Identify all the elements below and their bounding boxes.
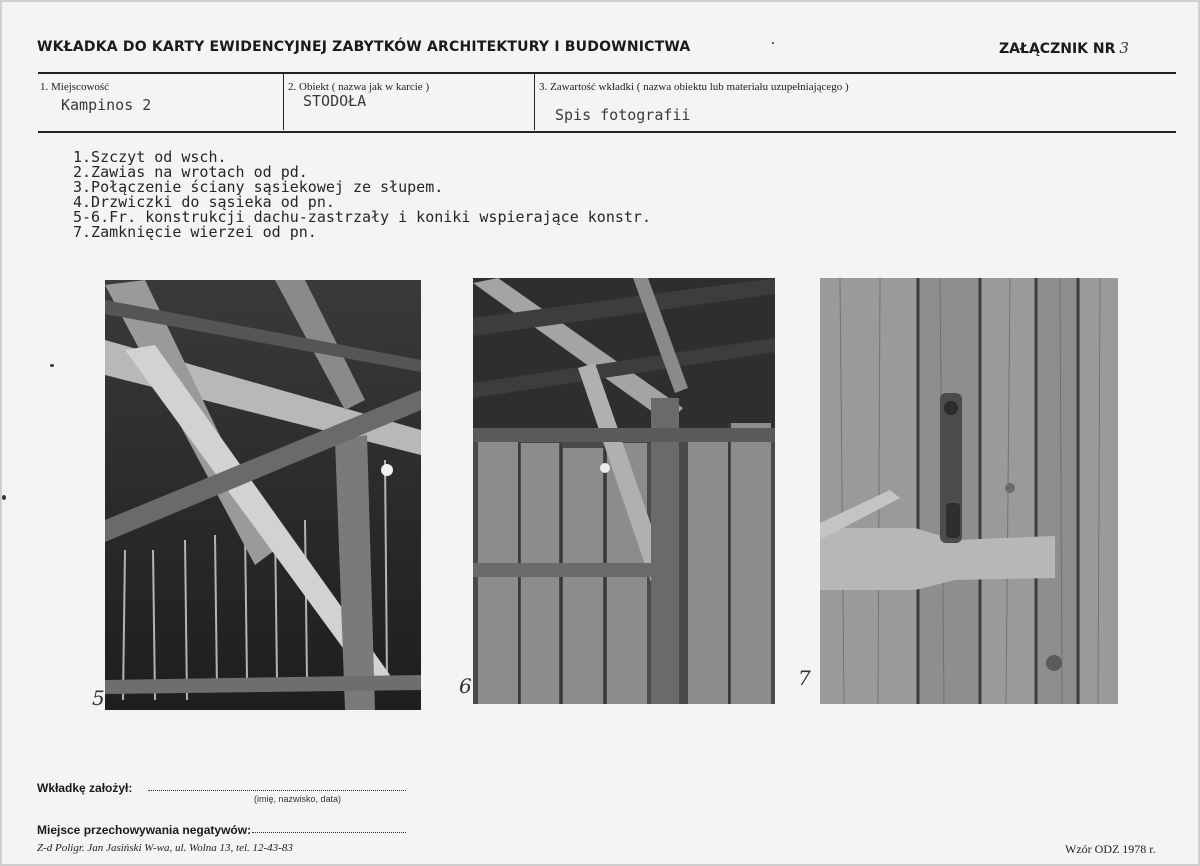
storage-line: [252, 832, 406, 833]
header-bottom-rule: [38, 131, 1176, 133]
list-item: 4.Drzwiczki do sąsieka od pn.: [73, 193, 335, 211]
object-value: STODOŁA: [303, 92, 367, 110]
photo-barn-wall: [473, 278, 775, 704]
photo-roof-truss: [105, 280, 421, 710]
locality-label: 1. Miejscowość: [40, 81, 110, 93]
list-item: 5-6.Fr. konstrukcji dachu-zastrzały i koniki wspierające konstr.: [73, 208, 651, 226]
made-by-line: [148, 790, 406, 791]
content-value: Spis fotografii: [555, 106, 691, 124]
photo-number-7: 7: [798, 666, 811, 690]
storage-label: Miejsce przechowywania negatywów:: [37, 823, 252, 837]
form-sheet: [2, 2, 1198, 864]
form-title: WKŁADKA DO KARTY EWIDENCYJNEJ ZABYTKÓW ARCHITEKTURY I BUDOWNICTWA: [37, 39, 691, 55]
annex-number: 3: [1119, 39, 1129, 57]
made-by-label: Wkładkę założył:: [37, 781, 133, 795]
locality-value: Kampinos 2: [61, 96, 152, 114]
field-divider-2: [534, 74, 535, 130]
dust-speck: [50, 364, 54, 367]
field-divider-1: [283, 74, 284, 130]
header-top-rule: [38, 72, 1176, 74]
photo-number-5: 5: [92, 686, 105, 710]
list-item: 3.Połączenie ściany sąsiekowej ze słupem.: [73, 178, 444, 196]
list-item: 1.Szczyt od wsch.: [73, 148, 227, 166]
annex-label: [999, 39, 1129, 57]
photo-gate-closure: [820, 278, 1118, 704]
dust-speck: [772, 42, 774, 44]
template-version: Wzór ODZ 1978 r.: [1065, 842, 1156, 856]
content-label: 3. Zawartość wkładki ( nazwa obiektu lub materiału uzupełniającego ): [539, 81, 849, 93]
annex-label-text: ZAŁĄCZNIK NR: [999, 41, 1116, 57]
list-item: 7.Zamknięcie wierzei od pn.: [73, 223, 317, 241]
dust-speck: [2, 495, 6, 500]
photo-number-6: 6: [459, 674, 472, 698]
object-label: 2. Obiekt ( nazwa jak w karcie ): [288, 81, 430, 93]
list-item: 2.Zawias na wrotach od pd.: [73, 163, 308, 181]
photo-list: [73, 150, 651, 240]
made-by-hint: (imię, nazwisko, data): [254, 794, 342, 804]
printer-imprint: Z-d Poligr. Jan Jasiński W-wa, ul. Wolna 13, tel. 12-43-83: [37, 842, 293, 854]
